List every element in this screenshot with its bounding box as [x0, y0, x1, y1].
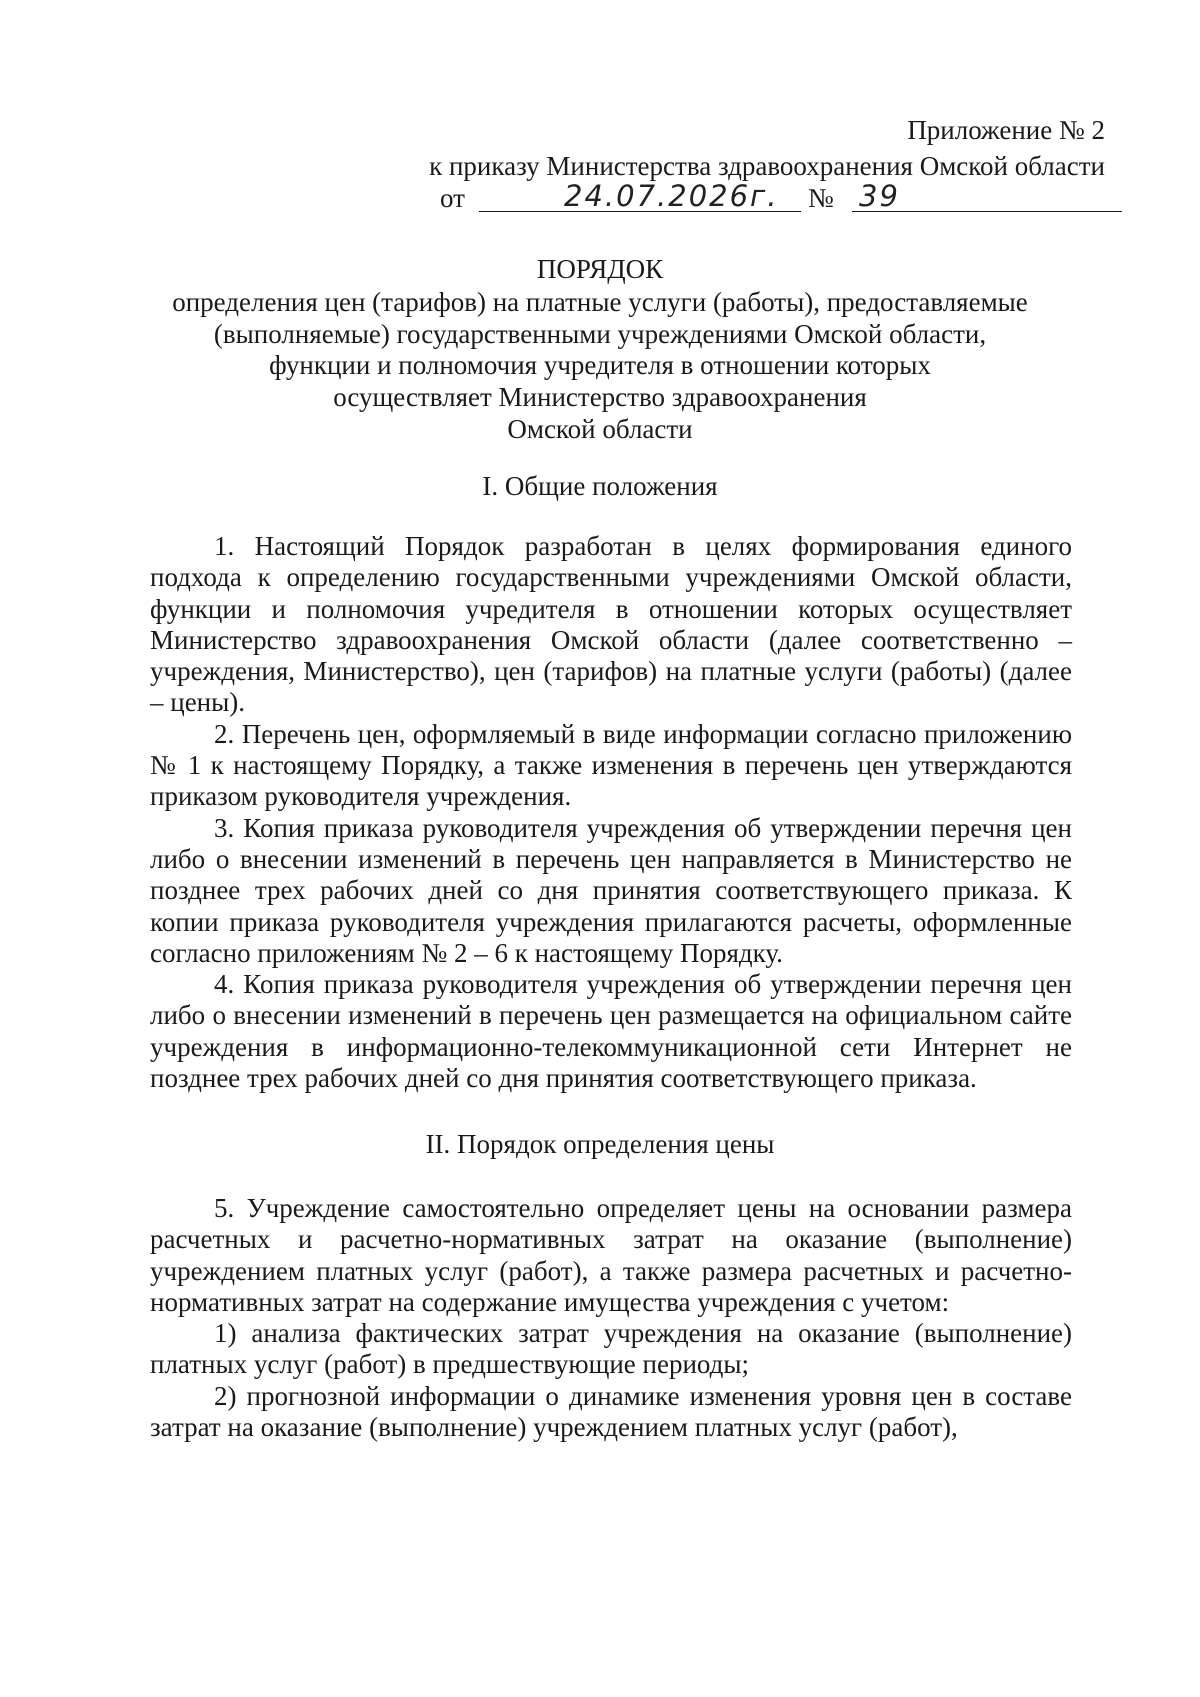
paragraph: 1) анализа фактических затрат учреждения на оказание (выполнение) платных услуг (работ) в предшествующие периоды;: [150, 1318, 1072, 1380]
paragraph: 5. Учреждение самостоятельно определяет цены на основании размера расчетных и расчетно-нормативных затрат на оказание (выполнение) учреждением платных услуг (работ), а также размера расчетных и расчетно-нормативных затрат на содержание имущества учреждения с учетом:: [150, 1193, 1072, 1317]
section-general-body: [150, 531, 1072, 1094]
title-main: ПОРЯДОК: [536, 254, 664, 284]
document-title: [100, 254, 1100, 446]
title-subline: определения цен (тарифов) на платные услуги (работы), предоставляемые: [172, 286, 1028, 317]
appendix-order-reference: к приказу Министерства здравоохранения Омской области: [429, 151, 1105, 181]
appendix-number: Приложение № 2: [907, 115, 1105, 145]
order-date-number-row: [404, 180, 1124, 216]
paragraph: 2) прогнозной информации о динамике изменения уровня цен в составе затрат на оказание (выполнение) учреждением платных услуг (работ),: [150, 1380, 1072, 1443]
section-heading-price-procedure: II. Порядок определения цены: [425, 1129, 775, 1159]
appendix-header: [385, 112, 1105, 184]
handwritten-date: 24.07.2026г.: [564, 179, 779, 213]
section-price-procedure-body: [150, 1193, 1072, 1443]
paragraph: 2. Перечень цен, оформляемый в виде информации согласно приложению № 1 к настоящему Порядку, а также изменения в перечень цен утверждаются приказом руководителя учреждения.: [150, 718, 1072, 812]
paragraph: 3. Копия приказа руководителя учреждения об утверждении перечня цен либо о внесении изменений в перечень цен направляется в Министерство не позднее трех рабочих дней со дня принятия соответствующего приказа. К копии приказа руководителя учреждения прилагаются расчеты, оформленные согласно приложениям № 2 – 6 к настоящему Порядку.: [150, 812, 1072, 968]
paragraph: 1. Настоящий Порядок разработан в целях формирования единого подхода к определению государственными учреждениями Омской области, функции и полномочия учредителя в отношении которых осуществляет Министерство здравоохранения Омской области (далее соответственно – учреждения, Министерство), цен (тарифов) на платные услуги (работы) (далее – цены).: [150, 531, 1072, 718]
title-subline: осуществляет Министерство здравоохранения: [333, 382, 867, 413]
section-heading-general: I. Общие положения: [482, 471, 718, 501]
title-subline: (выполняемые) государственными учреждениями Омской области,: [213, 318, 987, 349]
date-prefix: от: [440, 183, 465, 213]
number-sign: №: [808, 183, 834, 213]
title-subline: Омской области: [507, 413, 693, 444]
title-subline: функции и полномочия учредителя в отношении которых: [269, 350, 931, 381]
handwritten-number: 39: [859, 179, 900, 213]
paragraph: 4. Копия приказа руководителя учреждения об утверждении перечня цен либо о внесении изменений в перечень цен размещается на официальном сайте учреждения в информационно-телекоммуникационной сети Интернет не позднее трех рабочих дней со дня принятия соответствующего приказа.: [150, 969, 1072, 1094]
